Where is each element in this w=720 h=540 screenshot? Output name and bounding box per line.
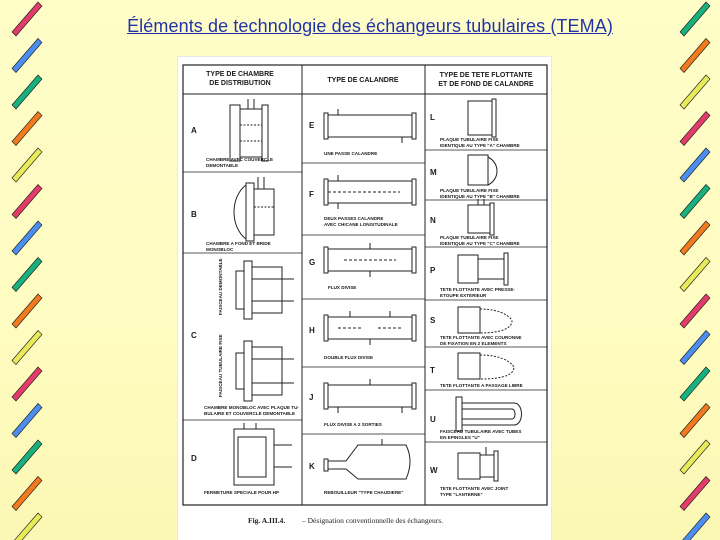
row-letter-j: J xyxy=(309,393,314,402)
drawing-p-outside-packed xyxy=(458,253,508,285)
label-m-line1: PLAQUE TUBULAIRE FIXE xyxy=(440,188,499,193)
drawing-c-fixed-bundle xyxy=(236,341,294,401)
row-letter-b: B xyxy=(191,210,197,219)
decorative-stripe-right xyxy=(672,0,718,540)
drawing-l-fixed-tubesheet xyxy=(468,99,496,137)
drawing-t-pull-through xyxy=(458,353,514,379)
stripe-segment xyxy=(680,513,710,540)
drawing-u-tube-bundle xyxy=(456,397,522,431)
header-col3-line1: TYPE DE TETE FLOTTANTE xyxy=(439,72,533,79)
caption-figure-number: Fig. A.III.4. xyxy=(248,516,286,525)
row-letter-e: E xyxy=(309,121,315,130)
col2-row-lines xyxy=(302,163,425,434)
label-s-line2: DE FIXATION EN 2 ELEMENTS xyxy=(440,341,507,346)
stripe-segment xyxy=(12,112,42,146)
row-letter-f: F xyxy=(309,190,314,199)
tema-figure xyxy=(178,57,551,540)
label-w-line1: TETE FLOTTANTE AVEC JOINT xyxy=(440,486,509,491)
label-b-line2: MONOBLOC xyxy=(206,247,234,252)
label-u-line1: FAISCEAU TUBULAIRE AVEC TUBES xyxy=(440,429,522,434)
label-t: TETE FLOTTANTE A PASSAGE LIBRE xyxy=(440,383,523,388)
stripe-segment xyxy=(680,75,710,109)
stripe-segment xyxy=(12,258,42,292)
drawing-e-one-pass-shell xyxy=(324,109,416,143)
stripe-segment xyxy=(12,513,42,540)
stripe-segment xyxy=(12,294,42,328)
row-letter-h: H xyxy=(309,326,315,335)
stripe-segment xyxy=(680,112,710,146)
drawing-k-kettle-reboiler xyxy=(324,439,410,479)
label-w-line2: TYPE "LANTERNE" xyxy=(440,492,483,497)
row-letter-g: G xyxy=(309,258,316,267)
row-letter-n: N xyxy=(430,216,436,225)
header-col1-line1: TYPE DE CHAMBRE xyxy=(206,71,274,78)
drawing-d-high-pressure xyxy=(234,423,292,485)
stripe-segment xyxy=(680,148,710,182)
label-e: UNE PASSE CALANDRE xyxy=(324,151,378,156)
label-d-line1: FERMETURE SPECIALE POUR HP xyxy=(204,490,280,495)
drawing-a-removable-cover xyxy=(230,99,268,161)
stripe-segment xyxy=(12,440,42,474)
stripe-segment xyxy=(12,404,42,438)
stripe-segment xyxy=(12,75,42,109)
stripe-segment xyxy=(680,258,710,292)
stripe-segment xyxy=(12,39,42,73)
row-letter-m: M xyxy=(430,168,437,177)
drawing-b-bonnet xyxy=(234,177,274,241)
drawing-f-two-pass-shell xyxy=(324,175,416,209)
stripe-segment xyxy=(680,185,710,219)
header-col2: TYPE DE CALANDRE xyxy=(327,77,399,84)
drawing-s-split-ring xyxy=(458,307,512,333)
row-letter-s: S xyxy=(430,316,436,325)
decorative-stripe-left xyxy=(4,0,50,540)
stripe-segment xyxy=(680,39,710,73)
label-k: REBOUILLEUR "TYPE CHAUDIERE" xyxy=(324,490,404,495)
label-j: FLUX DIVISE A 2 SORTIES xyxy=(324,422,382,427)
label-c-line1: CHAMBRE MONOBLOC AVEC PLAQUE TU- xyxy=(204,405,299,410)
header-col3-line2: ET DE FOND DE CALANDRE xyxy=(438,81,534,88)
drawing-m-fixed-tubesheet xyxy=(468,155,497,185)
label-h: DOUBLE FLUX DIVISE xyxy=(324,355,374,360)
row-letter-c: C xyxy=(191,331,197,340)
stripe-segment xyxy=(680,440,710,474)
stripe-segment xyxy=(680,331,710,365)
row-letter-w: W xyxy=(430,466,438,475)
label-u-line2: EN EPINGLES "U" xyxy=(440,435,480,440)
stripe-segment xyxy=(680,367,710,401)
row-letter-t: T xyxy=(430,366,435,375)
stripe-segment xyxy=(12,477,42,511)
stripe-segment xyxy=(680,294,710,328)
row-letter-u: U xyxy=(430,415,436,424)
row-letter-d: D xyxy=(191,454,197,463)
stripe-segment xyxy=(680,477,710,511)
label-f-line1: DEUX PASSES CALANDRE xyxy=(324,216,384,221)
stripe-segment xyxy=(12,221,42,255)
row-letter-p: P xyxy=(430,266,436,275)
drawing-w-lantern-ring xyxy=(458,447,498,481)
label-a-line2: DEMONTABLE xyxy=(206,163,239,168)
stripe-segment xyxy=(12,148,42,182)
label-p-line1: TETE FLOTTANTE AVEC PRESSE- xyxy=(440,287,515,292)
drawing-n-fixed-tubesheet xyxy=(468,199,494,235)
label-b-line1: CHAMBRE A FOND ET BRIDE xyxy=(206,241,271,246)
slide-title: Éléments de technologie des échangeurs tubulaires (TEMA) xyxy=(127,16,613,36)
drawing-g-split-flow xyxy=(324,243,416,277)
label-s-line1: TETE FLOTTANTE AVEC COURONNE xyxy=(440,335,522,340)
row-letter-a: A xyxy=(191,126,197,135)
stripe-segment xyxy=(12,367,42,401)
drawing-c-removable-bundle xyxy=(236,261,294,319)
label-a-line1: CHAMBRE AVEC COUVERCLE xyxy=(206,157,274,162)
label-l-line2: IDENTIQUE AU TYPE "A" CHAMBRE xyxy=(440,143,520,148)
header-col1-line2: DE DISTRIBUTION xyxy=(209,80,271,87)
drawing-j-divided-flow xyxy=(324,379,416,413)
drawing-h-double-split-flow xyxy=(324,311,416,345)
stripe-segment xyxy=(12,185,42,219)
row-letter-l: L xyxy=(430,113,435,122)
label-l-line1: PLAQUE TUBULAIRE FIXE xyxy=(440,137,499,142)
label-n-line1: PLAQUE TUBULAIRE FIXE xyxy=(440,235,499,240)
stripe-segment xyxy=(12,331,42,365)
caption-text: – Désignation conventionnelle des échangeurs. xyxy=(302,516,443,525)
label-f-line2: AVEC CHICANE LONGITUDINALE xyxy=(324,222,398,227)
tema-diagram xyxy=(178,57,551,540)
label-m-line2: IDENTIQUE AU TYPE "B" CHAMBRE xyxy=(440,194,520,199)
stripe-segment xyxy=(680,404,710,438)
row-letter-k: K xyxy=(309,462,315,471)
label-g: FLUX DIVISE xyxy=(328,285,357,290)
label-c-side2: FAISCEAU TUBULAIRE FIXE xyxy=(218,334,223,397)
label-p-line2: ETOUPE EXTERIEUR xyxy=(440,293,487,298)
stripe-segment xyxy=(680,221,710,255)
label-c-line2: BULAIRE ET COUVERCLE DEMONTABLE xyxy=(204,411,296,416)
label-c-side1: FAISCEAU DEMONTABLE xyxy=(218,258,223,315)
label-n-line2: IDENTIQUE AU TYPE "C" CHAMBRE xyxy=(440,241,520,246)
